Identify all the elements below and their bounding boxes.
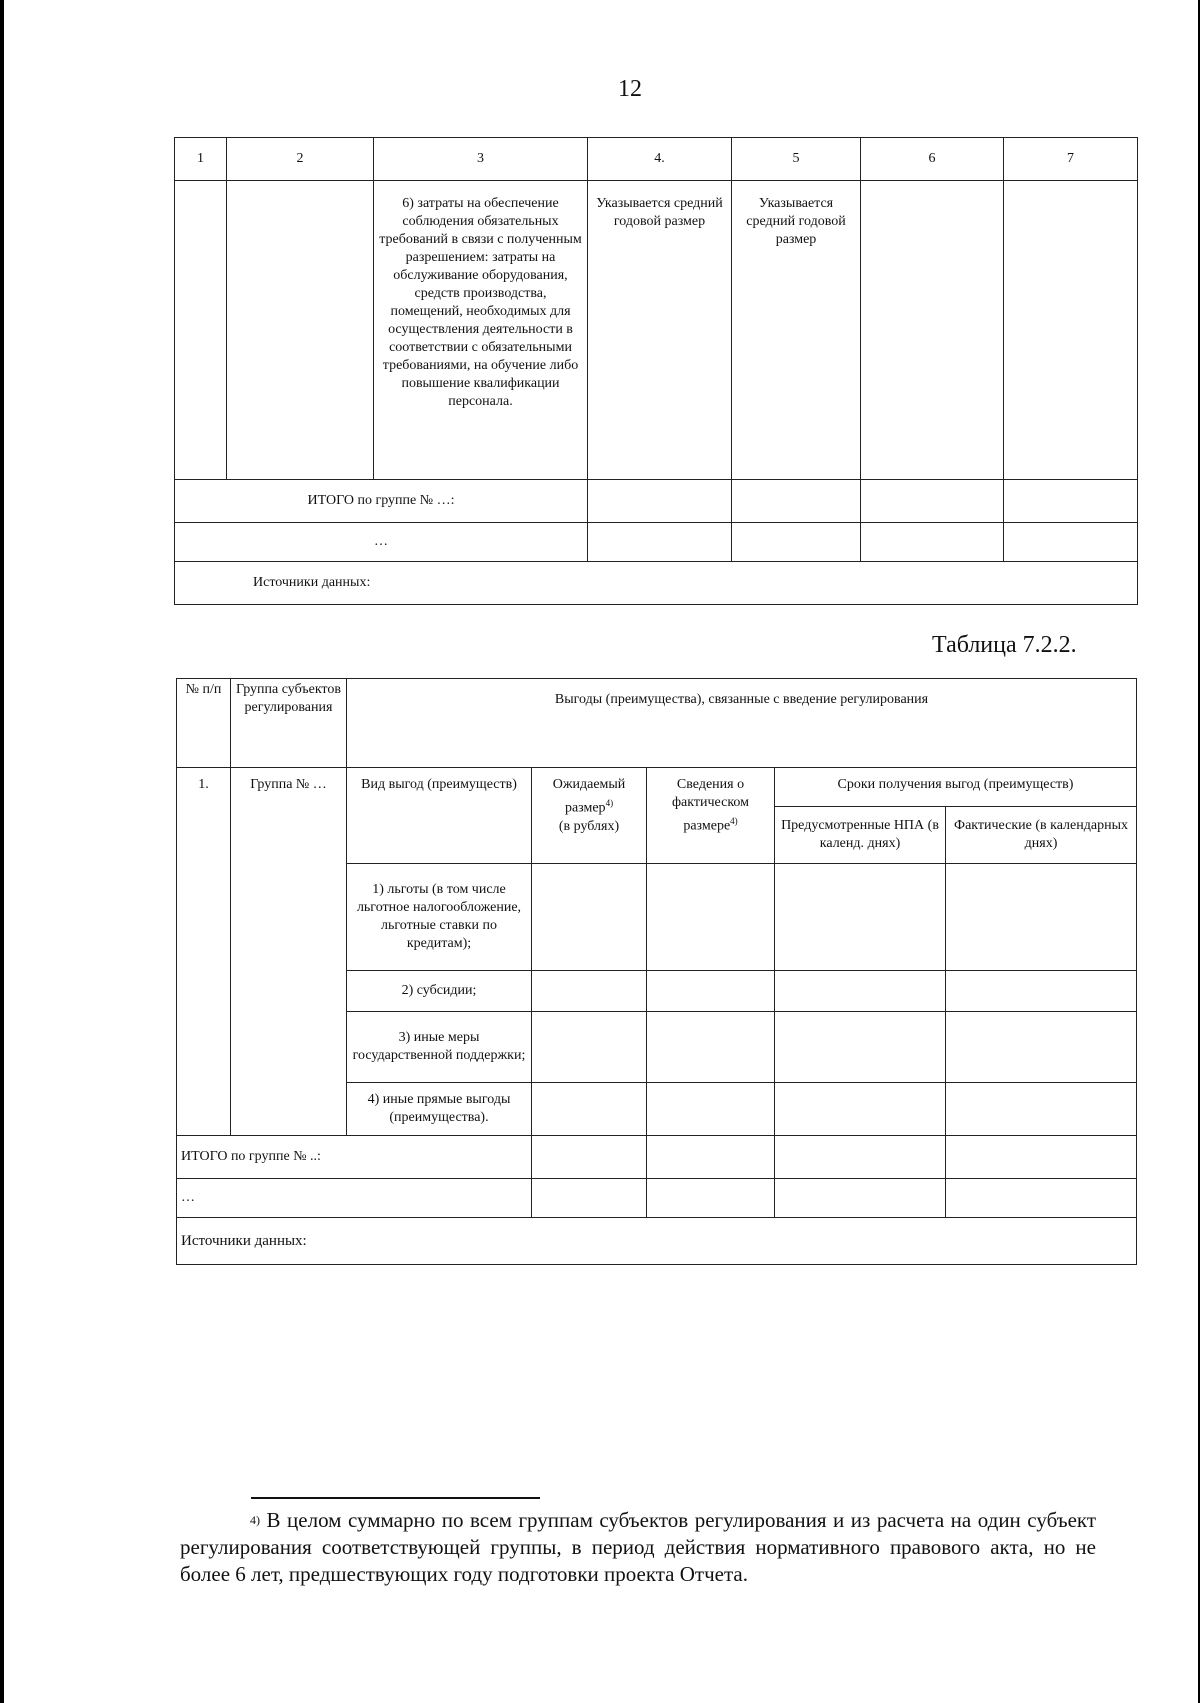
benefits-table (176, 678, 1137, 1265)
table1-cell (1004, 181, 1138, 480)
table2-cell (532, 864, 647, 971)
table1-cell (588, 523, 732, 562)
table1-header-5: 5 (732, 138, 861, 181)
footnote-mark: 4) (250, 1513, 260, 1527)
group-header: Группа субъектов регулирования (231, 679, 347, 768)
table1-cell (732, 480, 861, 523)
footnote-text: В целом суммарно по всем группам субъектов регулирования и из расчета на один субъект регулирования соответствующей группы, в период действия нормативного правового акта, но не более 6 лет, предшествующих году подготовки проекта Отчета. (180, 1508, 1097, 1586)
table2-cell (775, 864, 946, 971)
actual-header (647, 768, 775, 864)
table1-header-7: 7 (1004, 138, 1138, 181)
table2-cell (775, 1012, 946, 1083)
benefit-kind: 1) льготы (в том числе льготное налогообложение, льготные ставки по кредитам); (347, 864, 532, 971)
table2-cell (647, 1012, 775, 1083)
table2-cell (775, 1179, 946, 1218)
table1-total-label: ИТОГО по группе № …: (175, 480, 588, 523)
table2-cell (775, 1083, 946, 1136)
table2-cell (946, 1083, 1137, 1136)
table1-sources-row (175, 562, 1138, 605)
table1-header-4: 4. (588, 138, 732, 181)
kind-header: Вид выгод (преимуществ) (347, 768, 532, 864)
table2-cell (647, 1083, 775, 1136)
table1-ellipsis-row (175, 523, 1138, 562)
table2-cell (532, 1136, 647, 1179)
table1-header-row (175, 138, 1138, 181)
actual-label: Сведения о фактическом размере (671, 777, 749, 834)
expected-footnote-mark: 4) (605, 798, 614, 808)
table2-cell (647, 1179, 775, 1218)
table1-cell (588, 480, 732, 523)
table1-cell (732, 523, 861, 562)
table2-cell (532, 1012, 647, 1083)
table2-cell (946, 1136, 1137, 1179)
table2-cell (647, 971, 775, 1012)
expected-header (532, 768, 647, 864)
table2-cell (647, 1136, 775, 1179)
table2-ellipsis: … (177, 1179, 532, 1218)
table2-header-row-2 (177, 768, 1137, 807)
benefit-kind: 3) иные меры государственной поддержки; (347, 1012, 532, 1083)
table2-cell (532, 1083, 647, 1136)
cost-col4-note: Указывается средний годовой размер (588, 181, 732, 480)
expected-label: Ожидаемый размер (552, 777, 626, 816)
table1-header-3: 3 (374, 138, 588, 181)
actual-footnote-mark: 4) (730, 816, 738, 826)
benefit-kind: 4) иные прямые выгоды (преимущества). (347, 1083, 532, 1136)
num-header: № п/п (177, 679, 231, 768)
benefits-header: Выгоды (преимущества), связанные с введение регулирования (347, 679, 1137, 768)
table2-total-label: ИТОГО по группе № ..: (177, 1136, 532, 1179)
page-number: 12 (618, 76, 642, 102)
table1-cell (1004, 480, 1138, 523)
planned-terms-header: Предусмотренные НПА (в календ. днях) (775, 807, 946, 864)
table1-cell (227, 181, 374, 480)
row-group: Группа № … (231, 768, 347, 1136)
terms-header: Сроки получения выгод (преимуществ) (775, 768, 1137, 807)
table2-cell (775, 971, 946, 1012)
table2-ellipsis-row (177, 1179, 1137, 1218)
scan-edge-left (0, 0, 4, 1703)
table1-cell (1004, 523, 1138, 562)
table1-total-row (175, 480, 1138, 523)
footnote-separator (251, 1497, 540, 1499)
table2-sources: Источники данных: (177, 1218, 1137, 1265)
table1-header-1: 1 (175, 138, 227, 181)
table1-cell (861, 480, 1004, 523)
table2-cell (532, 1179, 647, 1218)
table-title: Таблица 7.2.2. (932, 632, 1077, 658)
table1-cost-row (175, 181, 1138, 480)
table2-cell (647, 864, 775, 971)
table2-total-row (177, 1136, 1137, 1179)
table1-ellipsis: … (175, 523, 588, 562)
table2-header-row-1 (177, 679, 1137, 768)
table1-header-6: 6 (861, 138, 1004, 181)
footnote (180, 1507, 1096, 1588)
table2-cell (946, 1012, 1137, 1083)
row-number: 1. (177, 768, 231, 1136)
benefit-kind: 2) субсидии; (347, 971, 532, 1012)
cost-description: 6) затраты на обеспечение соблюдения обязательных требований в связи с полученным разрешением: затраты на обслуживание оборудования, средств производства, помещений, необходимых для осуществления деятельности в соответствии с обязательными требованиями, на обучение либо повышение квалификации персонала. (374, 181, 588, 480)
table2-cell (946, 971, 1137, 1012)
table1-cell (861, 523, 1004, 562)
table2-cell (775, 1136, 946, 1179)
table1-cell (175, 181, 227, 480)
table2-cell (946, 864, 1137, 971)
table1-header-2: 2 (227, 138, 374, 181)
table2-cell (946, 1179, 1137, 1218)
expected-unit: (в рублях) (558, 818, 620, 834)
table1-cell (861, 181, 1004, 480)
costs-table (174, 137, 1138, 605)
actual-terms-header: Фактические (в календарных днях) (946, 807, 1137, 864)
table2-cell (532, 971, 647, 1012)
cost-col5-note: Указывается средний годовой размер (732, 181, 861, 480)
table1-sources: Источники данных: (175, 562, 1138, 605)
table2-sources-row (177, 1218, 1137, 1265)
